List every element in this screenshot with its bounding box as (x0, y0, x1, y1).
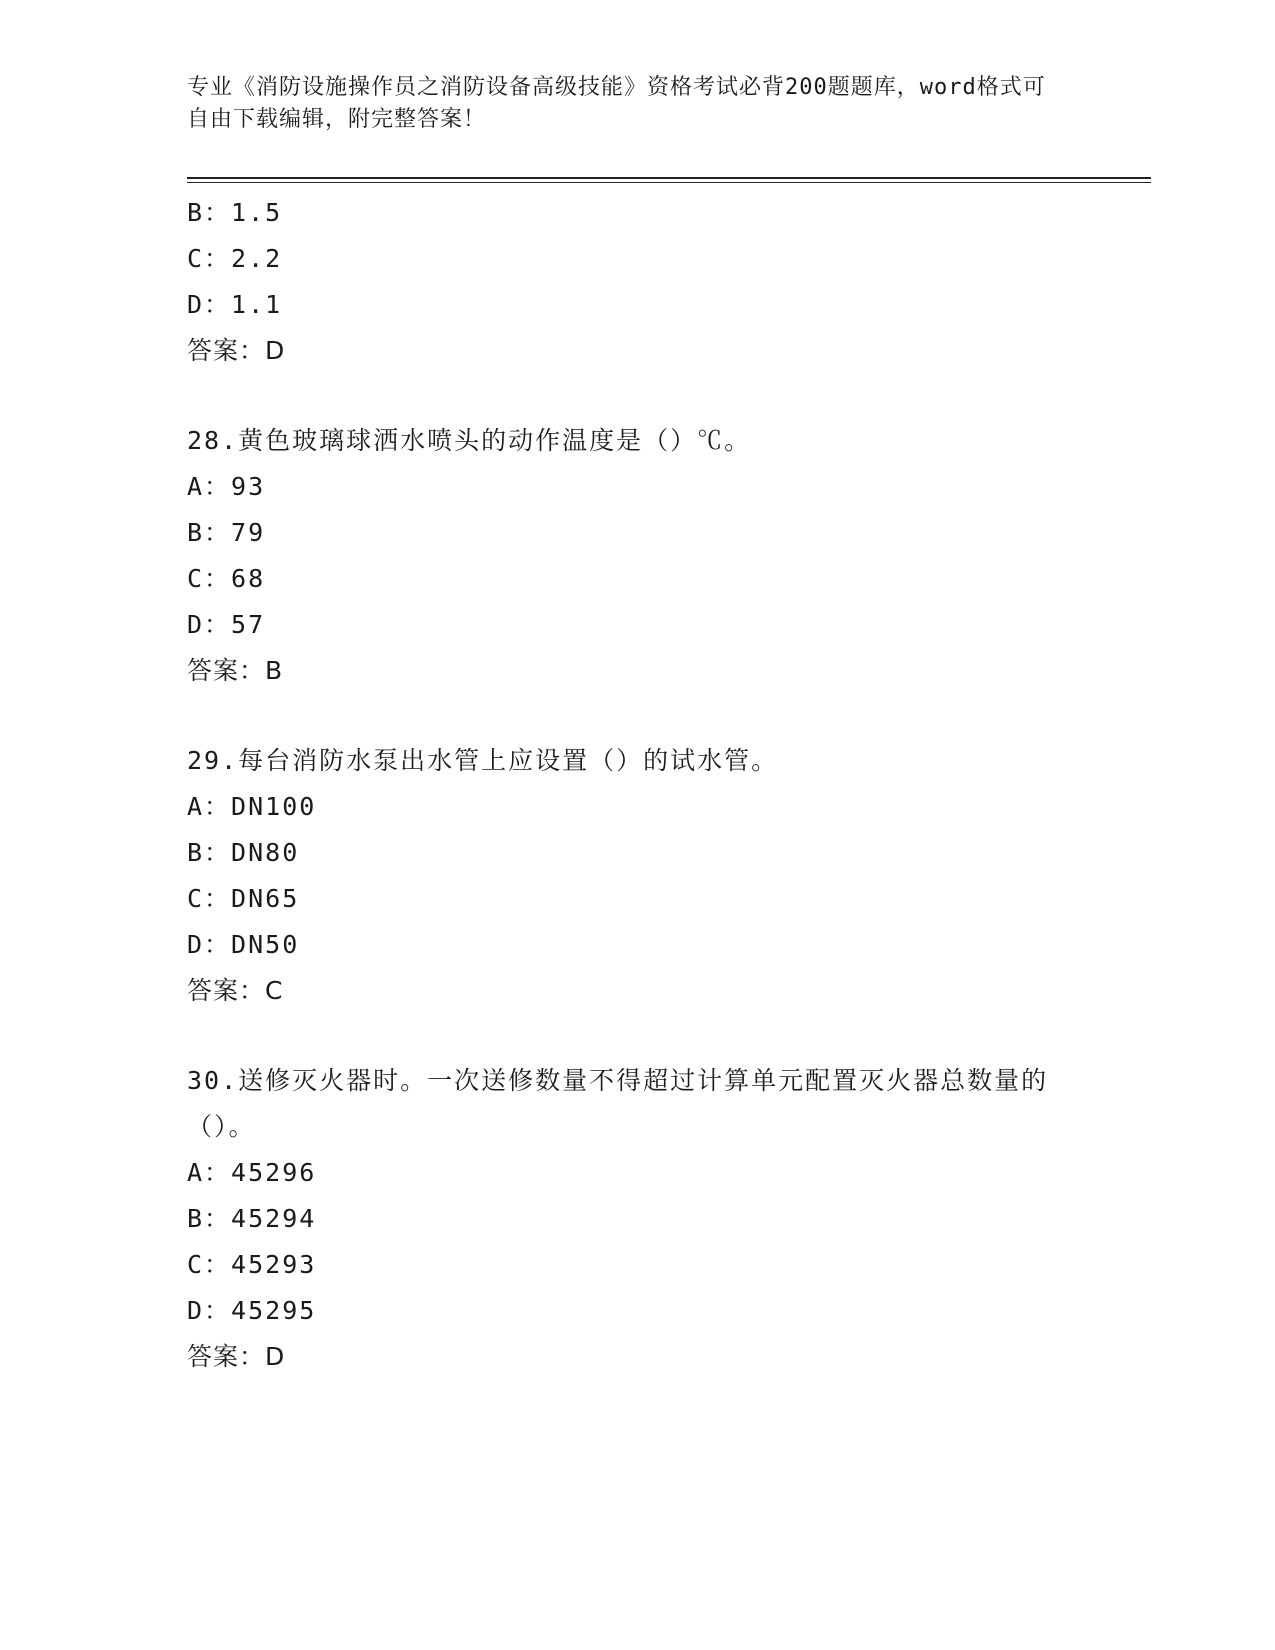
option-c: C：45293 (187, 1250, 317, 1279)
header-title: 专业《消防设施操作员之消防设备高级技能》资格考试必背200题题库，word格式可自由下载编辑，附完整答案！ (187, 75, 1046, 132)
question-block-30 (187, 1058, 1087, 1380)
question-block-29 (187, 738, 1087, 1014)
question-stem: 29.每台消防水泵出水管上应设置（）的试水管。 (187, 746, 779, 775)
header-divider-thin (187, 182, 1151, 183)
option-a: A：DN100 (187, 792, 317, 821)
option-d: D：DN50 (187, 930, 300, 959)
option-b: B：DN80 (187, 838, 300, 867)
question-list (187, 190, 1087, 1380)
option-b: B：79 (187, 518, 266, 547)
document-header (187, 72, 1067, 136)
answer-label: 答案：D (187, 1342, 286, 1371)
option-a: A：45296 (187, 1158, 317, 1187)
option-c: C：DN65 (187, 884, 300, 913)
question-stem: 30.送修灭火器时。一次送修数量不得超过计算单元配置灭火器总数量的（）。 (187, 1066, 1049, 1141)
answer-label: 答案：B (187, 656, 284, 685)
answer-label: 答案：D (187, 336, 286, 365)
header-divider (187, 177, 1151, 179)
option-b: B：45294 (187, 1204, 317, 1233)
option-a: A：93 (187, 472, 266, 501)
question-block-28 (187, 418, 1087, 694)
option-d: D：45295 (187, 1296, 317, 1325)
option-b: B：1.5 (187, 198, 283, 227)
option-c: C：2.2 (187, 244, 283, 273)
option-d: D：57 (187, 610, 266, 639)
answer-label: 答案：C (187, 976, 284, 1005)
question-block-27 (187, 190, 1087, 374)
question-stem: 28.黄色玻璃球洒水喷头的动作温度是（）℃。 (187, 426, 752, 455)
option-c: C：68 (187, 564, 266, 593)
option-d: D：1.1 (187, 290, 283, 319)
